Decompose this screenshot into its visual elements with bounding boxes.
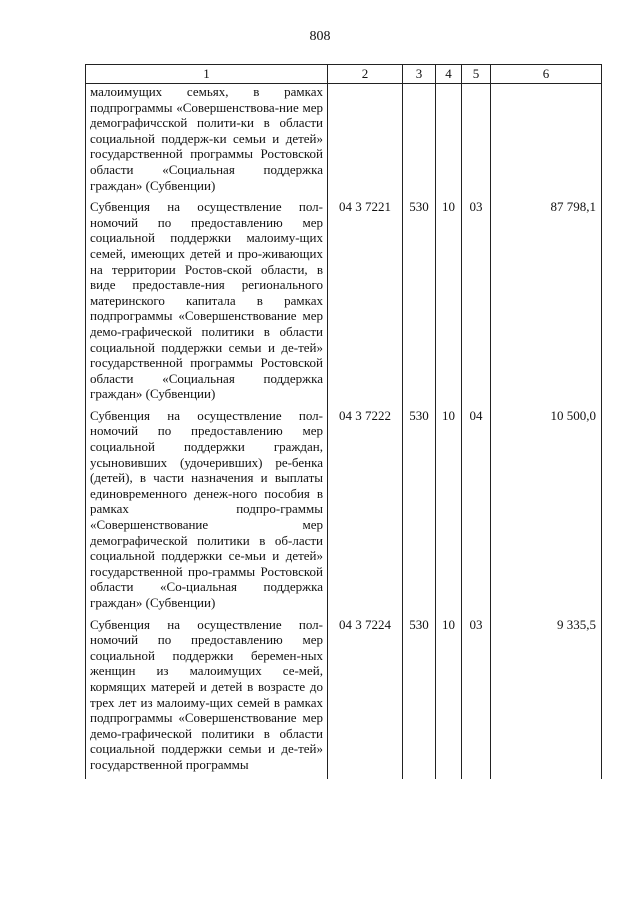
column-header-1: 1 — [86, 65, 328, 84]
row-target-code: 04 3 7221 — [328, 199, 403, 408]
row-expense-type: 530 — [403, 408, 436, 617]
row-section: 10 — [436, 408, 462, 617]
column-header-6: 6 — [491, 65, 602, 84]
row-amount: 87 798,1 — [491, 199, 602, 408]
row-subsection: 04 — [462, 408, 491, 617]
table-row — [86, 408, 602, 617]
budget-table — [85, 64, 602, 779]
row-description: малоимущих семьях, в рамках подпрограммы «Совершенствова-ние мер демографичсской полити-ки в области социальной поддерж-ки семьи и детей» государственной программы Ростовской области «Социальная поддержка граждан» (Субвенции) — [86, 84, 328, 200]
column-header-4: 4 — [436, 65, 462, 84]
row-description: Субвенция на осуществление пол-номочий по предоставлению мер социальной поддержки беремен-ных женщин из малоимущих се-мей, кормящих матерей и детей в возрасте до трех лет из малоиму-щих семей в рамках подпрограммы «Совершенствование мер демо-графической политики в области социальной поддержки семьи и де-тей» государственной программы — [86, 617, 328, 779]
row-target-code: 04 3 7222 — [328, 408, 403, 617]
column-header-5: 5 — [462, 65, 491, 84]
page-number: 808 — [309, 29, 331, 44]
table-row-continuation — [86, 84, 602, 200]
row-section: 10 — [436, 617, 462, 779]
row-subsection: 03 — [462, 199, 491, 408]
table-header-row — [86, 65, 602, 84]
table-row — [86, 617, 602, 779]
column-header-2: 2 — [328, 65, 403, 84]
row-amount: 9 335,5 — [491, 617, 602, 779]
row-subsection: 03 — [462, 617, 491, 779]
row-target-code: 04 3 7224 — [328, 617, 403, 779]
column-header-3: 3 — [403, 65, 436, 84]
table-row — [86, 199, 602, 408]
row-description: Субвенция на осуществление пол-номочий по предоставлению мер социальной поддержки граждан, усыновивших (удочеривших) ре-бенка (детей), в части назначения и выплаты единовременного денеж-ного пособия в рамках подпро-граммы «Совершенствование мер демографической политики в об-ласти социальной поддержки се-мьи и детей» государственной про-граммы Ростовской области «Со-циальная поддержка граждан» (Субвенции) — [86, 408, 328, 617]
row-description: Субвенция на осуществление пол-номочий по предоставлению мер социальной поддержки малоиму-щих семей, имеющих детей и про-живающих на территории Ростов-ской области, в виде предоставле-ния регионального материнского капитала в рамках подпрограммы «Совершенствование мер демо-графической политики в области социальной поддержки семьи и де-тей» государственной программы Ростовской области «Социальная поддержка граждан» (Субвенции) — [86, 199, 328, 408]
row-amount: 10 500,0 — [491, 408, 602, 617]
row-section: 10 — [436, 199, 462, 408]
row-expense-type: 530 — [403, 199, 436, 408]
row-expense-type: 530 — [403, 617, 436, 779]
